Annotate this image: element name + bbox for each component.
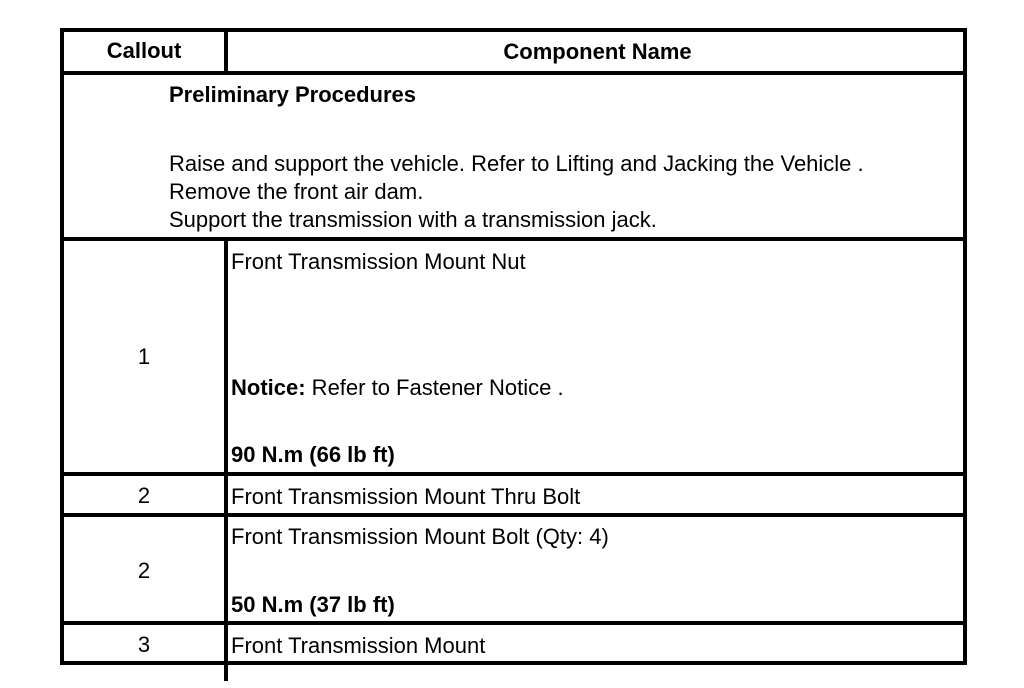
- preliminary-title: Preliminary Procedures: [169, 82, 417, 107]
- rule-under-row-3: [64, 621, 963, 625]
- column-divider: [224, 241, 228, 681]
- notice-label: Notice:: [231, 375, 306, 400]
- header-component-name: Component Name: [503, 39, 692, 64]
- row-component-name: Front Transmission Mount Bolt (Qty: 4): [231, 524, 609, 549]
- row-callout: 3: [137, 632, 151, 657]
- row-torque: 90 N.m (66 lb ft): [231, 442, 395, 467]
- procedure-table: [60, 28, 967, 665]
- row-component-name: Front Transmission Mount Nut: [231, 249, 526, 274]
- notice-text: Refer to Fastener Notice .: [305, 375, 564, 400]
- rule-under-row-2: [64, 513, 963, 517]
- row-component-name: Front Transmission Mount Thru Bolt: [231, 484, 581, 509]
- row-torque: 50 N.m (37 lb ft): [231, 592, 395, 617]
- rule-under-preliminary: [64, 237, 963, 241]
- header-divider: [224, 32, 228, 71]
- row-callout: 2: [137, 558, 151, 583]
- row-callout: 2: [137, 483, 151, 508]
- preliminary-step: Raise and support the vehicle. Refer to Lifting and Jacking the Vehicle .: [169, 151, 864, 176]
- row-notice: [231, 374, 564, 402]
- preliminary-step: Support the transmission with a transmission jack.: [169, 207, 657, 232]
- preliminary-step: Remove the front air dam.: [169, 179, 424, 204]
- header-callout: Callout: [106, 38, 182, 63]
- row-component-name: Front Transmission Mount: [231, 633, 486, 658]
- rule-under-row-1: [64, 472, 963, 476]
- rule-under-header: [64, 71, 963, 75]
- row-callout: 1: [137, 344, 151, 369]
